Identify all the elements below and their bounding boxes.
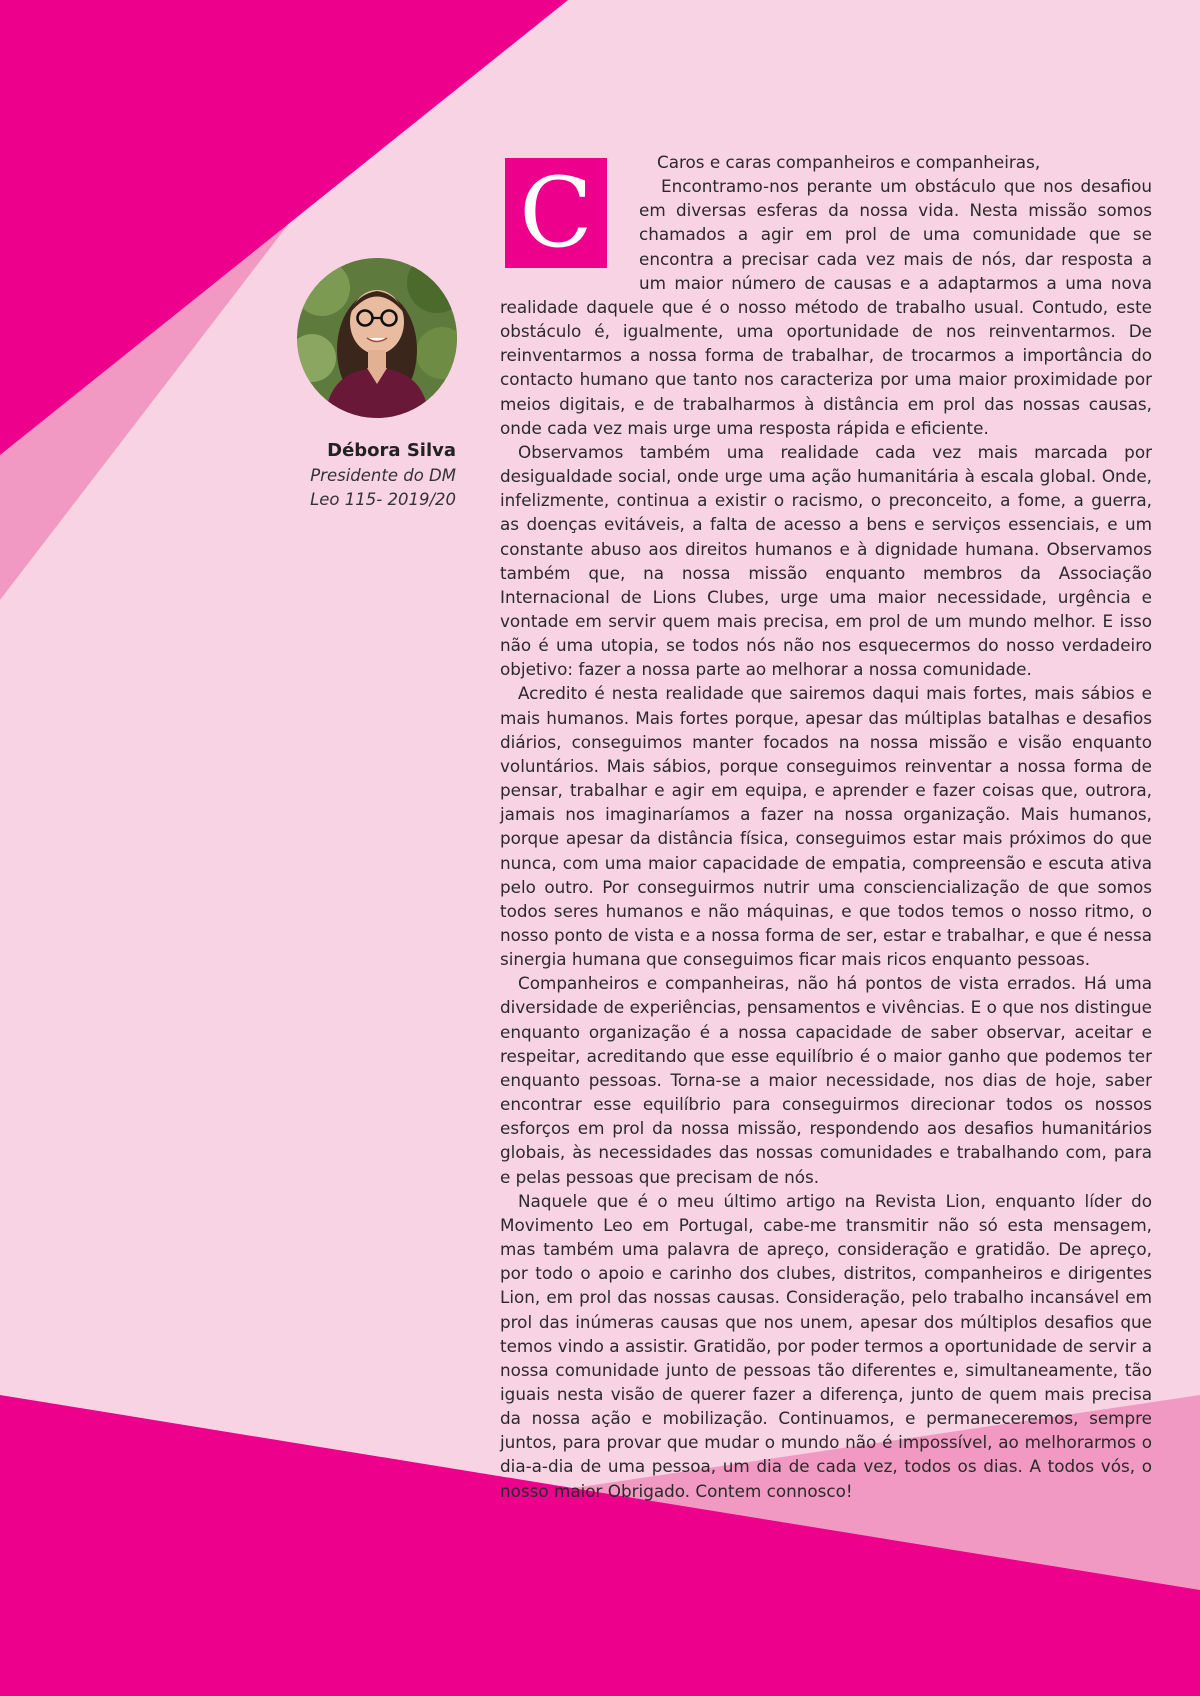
article-paragraph-3: Acredito é nesta realidade que sairemos daqui mais fortes, mais sábios e mais humanos. Mais fortes porque, apesar das múltiplas batalhas e desafios diários, conseguimos manter focados na nossa missão e visão enquanto voluntários. Mais sábios, porque conseguimos reinventar a nossa forma de pensar, trabalhar e agir em equipa, e aprender e fazer coisas que, outrora, jamais nos imaginaríamos a fazer na nossa organização. Mais humanos, porque apesar da distância física, conseguimos estar mais próximos do que nunca, com uma maior capacidade de empatia, compreensão e escuta ativa pelo outro. Por conseguirmos nutrir uma consciencialização de que somos todos seres humanos e não máquinas, e que todos temos o nosso ritmo, o nosso ponto de vista e a nossa forma de ser, estar e trabalhar, e que é nessa sinergia humana que conseguimos ficar mais ricos enquanto pessoas. (500, 683, 1152, 970)
article-paragraph-1: Encontramo-nos perante um obstáculo que nos desafiou em diversas esferas da nossa vida. Nesta missão somos chamados a agir em prol de uma comunidade que se encontra a precisar cada vez mais de nós, dar resposta a um maior número de causas e a adaptarmos a uma nova realidade daquele que é o nosso método de trabalho usual. Contudo, este obstáculo é, igualmente, uma oportunidade de nos reinventarmos. De reinventarmos a nossa forma de trabalhar, de trocarmos a importância do contacto humano que tanto nos caracteriza por uma maior proximidade por meios digitais, e de trabalharmos à distância em prol das nossas causas, onde cada vez mais urge uma resposta rápida e eficiente. (500, 176, 1152, 438)
author-caption (200, 438, 456, 512)
salutation: Caros e caras companheiros e companheiras, (657, 152, 1041, 172)
article-body (500, 150, 1152, 1503)
author-name: Débora Silva (327, 440, 456, 461)
author-role: Presidente do DM (310, 466, 456, 485)
top-left-magenta-triangle (0, 0, 568, 455)
author-term: Leo 115- 2019/20 (310, 490, 456, 509)
article-paragraph-4: Companheiros e companheiras, não há pontos de vista errados. Há uma diversidade de experiências, pensamentos e vivências. E o que nos distingue enquanto organização é a nossa capacidade de saber observar, aceitar e respeitar, acreditando que esse equilíbrio é o maior ganho que podemos ter enquanto pessoas. Torna-se a maior necessidade, nos dias de hoje, saber encontrar esse equilíbrio para conseguirmos direcionar todos os nossos esforços em prol da nossa missão, respondendo aos desafios humanitários globais, às necessidades das nossas comunidades e trabalhando com, para e pelas pessoas que precisam de nós. (500, 973, 1152, 1187)
article-paragraph-5: Naquele que é o meu último artigo na Revista Lion, enquanto líder do Movimento Leo em Portugal, cabe-me transmitir não só esta mensagem, mas também uma palavra de apreço, consideração e gratidão. De apreço, por todo o apoio e carinho dos clubes, distritos, companheiros e dirigentes Lion, em prol das nossas causas. Consideração, pelo trabalho incansável em prol das inúmeras causas que nos unem, apesar dos múltiplos desafios que temos vindo a assistir. Gratidão, por poder termos a oportunidade de servir a nossa comunidade junto de pessoas tão diferentes e, simultaneamente, tão iguais nesta visão de querer fazer a diferença, junto de quem mais precisa da nossa ação e mobilização. Continuamos, e permaneceremos, sempre juntos, para provar que mudar o mundo não é impossível, ao melhorarmos o dia-a-dia de uma pessoa, um dia de cada vez, todos os dias. A todos vós, o nosso maior Obrigado. Contem connosco! (500, 1190, 1152, 1501)
drop-cap: C (505, 158, 607, 268)
author-portrait (297, 258, 457, 418)
article-paragraph-2: Observamos também uma realidade cada vez mais marcada por desigualdade social, onde urge uma ação humanitária à escala global. Onde, infelizmente, continua a existir o racismo, o preconceito, a fome, a guerra, as doenças evitáveis, a falta de acesso a bens e serviços essenciais, e um constante abuso aos direitos humanos e à dignidade humana. Observamos também que, na nossa missão enquanto membros da Associação Internacional de Lions Clubes, urge uma maior necessidade, urgência e vontade em servir quem mais precisa, em prol de um mundo melhor. E isso não é uma utopia, se todos nós não nos esquecermos do nosso verdadeiro objetivo: fazer a nossa parte ao melhorar a nossa comunidade. (500, 441, 1152, 680)
